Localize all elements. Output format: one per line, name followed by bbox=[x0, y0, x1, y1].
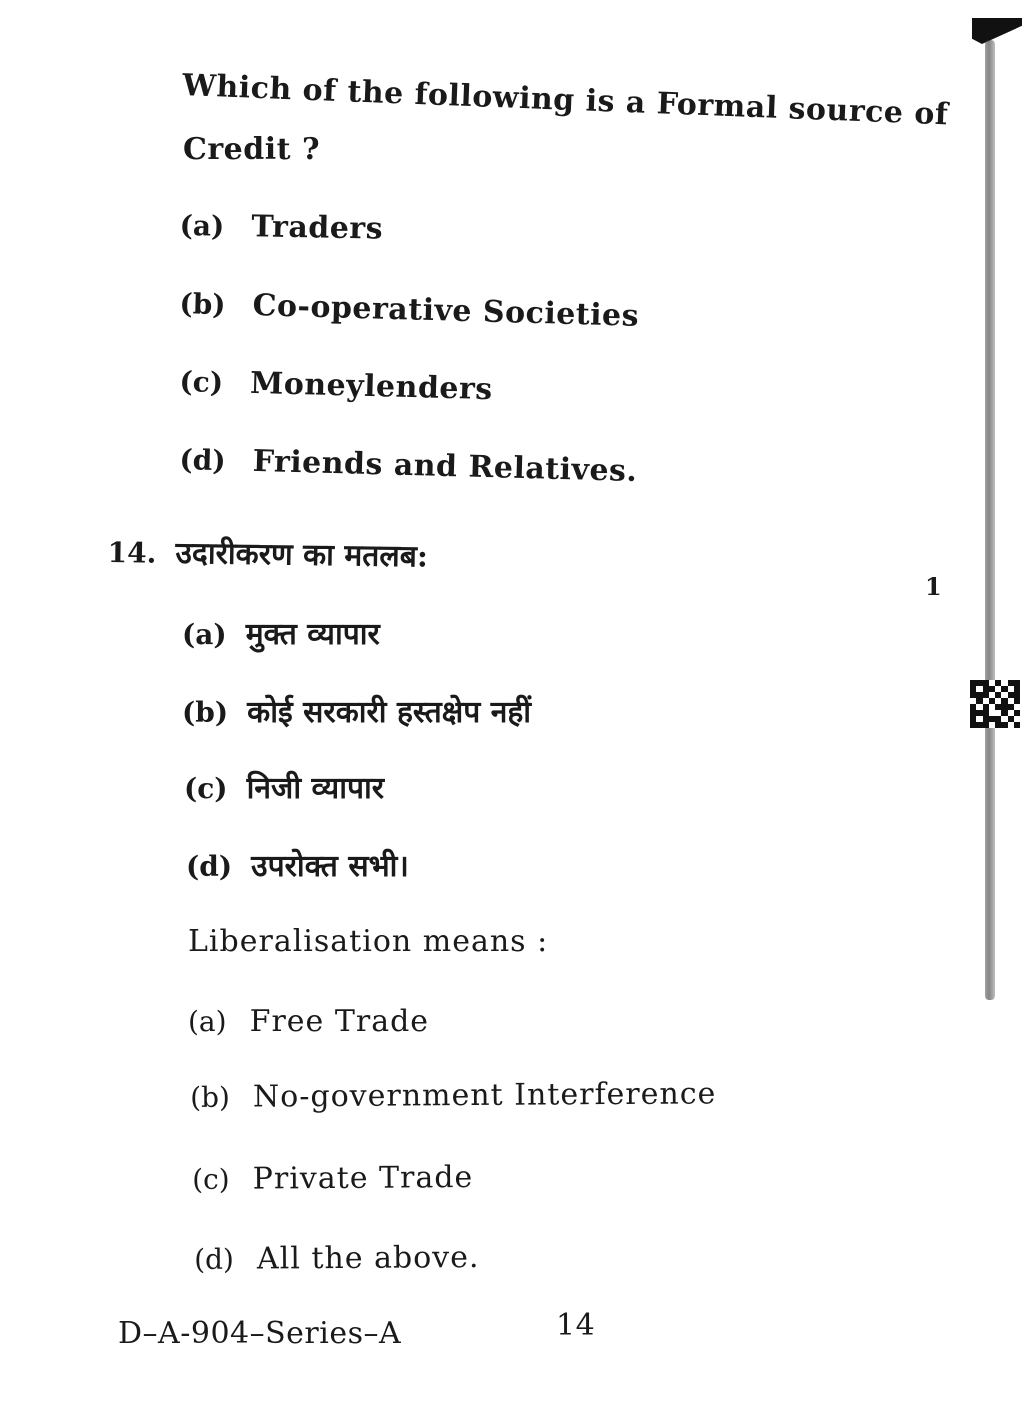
option-text: मुक्त व्यापार bbox=[245, 617, 380, 652]
option-text: निजी व्यापार bbox=[246, 771, 385, 806]
q13-option-b bbox=[179, 286, 640, 334]
option-text: Free Trade bbox=[249, 1004, 430, 1039]
q13-option-a bbox=[179, 208, 383, 247]
q14-hi-option-a bbox=[182, 612, 380, 653]
page-number: 14 bbox=[556, 1308, 596, 1343]
option-label: (b) bbox=[179, 286, 227, 322]
q13-option-d bbox=[179, 442, 638, 489]
marks-value: 1 bbox=[925, 572, 942, 601]
option-text: कोई सरकारी हस्तक्षेप नहीं bbox=[247, 695, 532, 730]
q14-question-hi: उदारीकरण का मतलब: bbox=[175, 535, 429, 575]
option-text: Friends and Relatives. bbox=[252, 443, 638, 489]
question-number: 14. bbox=[107, 535, 157, 570]
option-label: (c) bbox=[192, 1162, 230, 1196]
q14-question-en: Liberalisation means : bbox=[188, 924, 549, 959]
q14-en-option-d bbox=[194, 1240, 480, 1277]
q13-question-line1: Which of the following is a Formal source of bbox=[181, 68, 949, 133]
q14-en-option-a bbox=[188, 1004, 429, 1039]
binding-edge-shadow bbox=[985, 40, 995, 1000]
option-text: All the above. bbox=[256, 1240, 480, 1277]
option-label: (d) bbox=[186, 850, 233, 883]
q14-hi-option-b bbox=[182, 690, 531, 731]
q14-en-option-b bbox=[190, 1076, 716, 1115]
option-text: Co-operative Societies bbox=[252, 288, 640, 334]
q14-hi-option-d bbox=[186, 844, 409, 885]
option-label: (a) bbox=[188, 1005, 227, 1038]
qr-code bbox=[970, 680, 1020, 728]
option-label: (d) bbox=[179, 442, 227, 478]
option-label: (b) bbox=[182, 696, 229, 729]
option-label: (c) bbox=[179, 364, 224, 400]
q13-option-c bbox=[179, 364, 493, 407]
option-text: Moneylenders bbox=[249, 365, 494, 408]
q13-question-line2: Credit ? bbox=[183, 132, 321, 167]
option-text: Private Trade bbox=[252, 1160, 474, 1197]
option-label: (a) bbox=[182, 618, 227, 651]
option-text: Traders bbox=[251, 209, 384, 247]
q14-hi-option-c bbox=[184, 766, 384, 807]
q14-en-option-c bbox=[192, 1160, 473, 1197]
option-label: (d) bbox=[194, 1242, 235, 1276]
option-label: (c) bbox=[184, 772, 228, 805]
binding-edge-mark bbox=[972, 18, 1022, 44]
paper-code: D–A-904–Series–A bbox=[118, 1316, 402, 1351]
option-text: No-government Interference bbox=[252, 1076, 717, 1115]
q14-question-hi-row bbox=[107, 530, 428, 575]
option-text: उपरोक्त सभी। bbox=[251, 849, 409, 884]
option-label: (a) bbox=[179, 208, 225, 243]
option-label: (b) bbox=[190, 1080, 231, 1114]
